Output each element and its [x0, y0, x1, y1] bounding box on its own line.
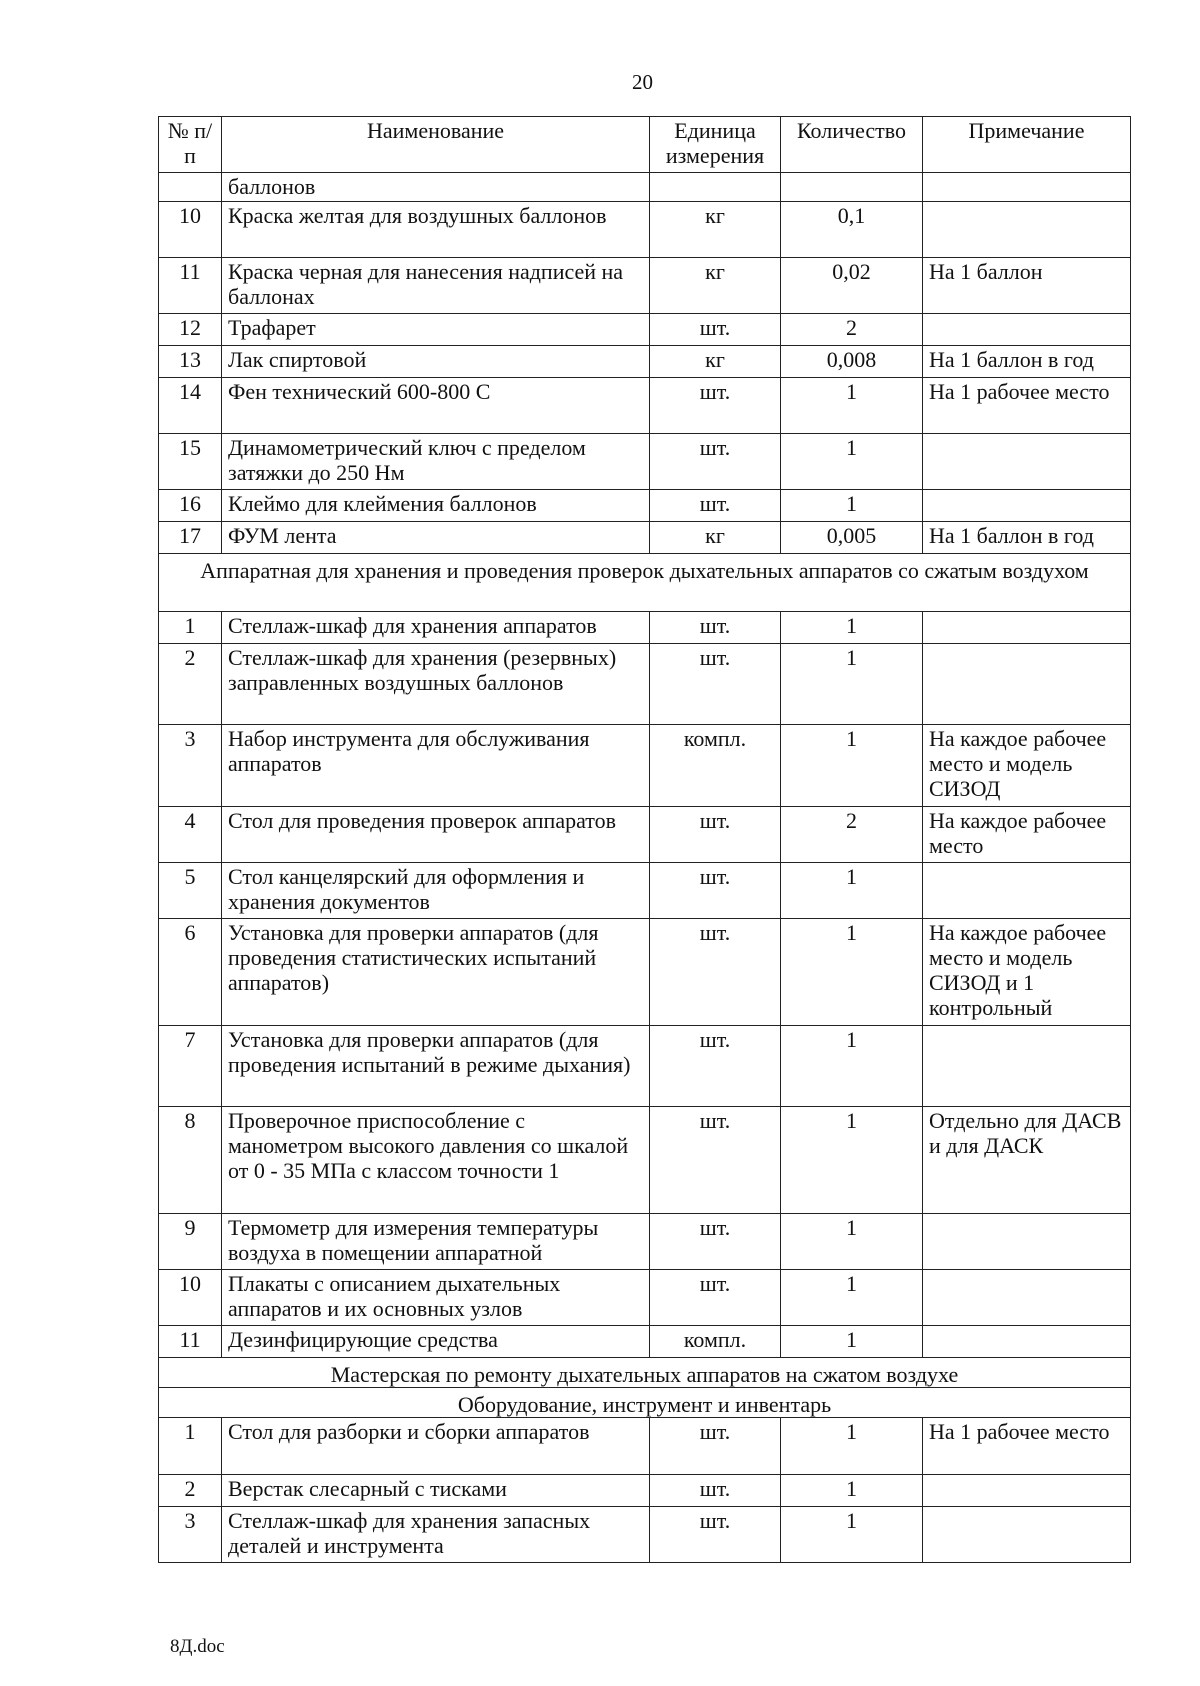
- row-number: 2: [159, 644, 222, 725]
- header-note: Примечание: [923, 117, 1131, 173]
- section-title: Аппаратная для хранения и проведения проверок дыхательных аппаратов со сжатым воздухом: [159, 554, 1131, 612]
- table-row: [159, 346, 1131, 378]
- table-row: [159, 807, 1131, 863]
- row-name: Фен технический 600-800 С: [222, 378, 650, 434]
- table-row: [159, 522, 1131, 554]
- row-number: 14: [159, 378, 222, 434]
- table-row: [159, 1214, 1131, 1270]
- row-quantity: 0,008: [781, 346, 923, 378]
- row-number: 10: [159, 202, 222, 258]
- table-row: [159, 434, 1131, 490]
- row-name: Лак спиртовой: [222, 346, 650, 378]
- row-name: баллонов: [222, 173, 650, 202]
- row-unit: шт.: [650, 1107, 781, 1214]
- row-name: ФУМ лента: [222, 522, 650, 554]
- row-name: Верстак слесарный с тисками: [222, 1475, 650, 1507]
- row-number: 12: [159, 314, 222, 346]
- row-quantity: 1: [781, 1507, 923, 1563]
- header-name: Наименование: [222, 117, 650, 173]
- row-note: [923, 173, 1131, 202]
- row-note: [923, 202, 1131, 258]
- table-row: [159, 1107, 1131, 1214]
- row-name: Краска желтая для воздушных баллонов: [222, 202, 650, 258]
- row-note: На каждое рабочее место и модель СИЗОД: [923, 725, 1131, 807]
- row-quantity: 1: [781, 725, 923, 807]
- section-title: Оборудование, инструмент и инвентарь: [159, 1388, 1131, 1418]
- row-quantity: 1: [781, 1418, 923, 1475]
- row-number: 2: [159, 1475, 222, 1507]
- header-qty: Количество: [781, 117, 923, 173]
- table-row: [159, 173, 1131, 202]
- row-note: [923, 434, 1131, 490]
- row-number: 5: [159, 863, 222, 919]
- row-name: Плакаты с описанием дыхательных аппаратов и их основных узлов: [222, 1270, 650, 1326]
- table-row: [159, 490, 1131, 522]
- table-row: [159, 1026, 1131, 1107]
- row-number: 10: [159, 1270, 222, 1326]
- row-name: Стеллаж-шкаф для хранения аппаратов: [222, 612, 650, 644]
- table-body: [159, 173, 1131, 1563]
- row-number: [159, 173, 222, 202]
- row-quantity: 1: [781, 1270, 923, 1326]
- row-unit: шт.: [650, 863, 781, 919]
- table-row: [159, 725, 1131, 807]
- row-unit: шт.: [650, 314, 781, 346]
- table-row: [159, 1418, 1131, 1475]
- row-name: Установка для проверки аппаратов (для проведения испытаний в режиме дыхания): [222, 1026, 650, 1107]
- row-unit: шт.: [650, 1026, 781, 1107]
- row-number: 11: [159, 258, 222, 314]
- table-row: [159, 612, 1131, 644]
- section-title: Мастерская по ремонту дыхательных аппаратов на сжатом воздухе: [159, 1358, 1131, 1388]
- row-number: 16: [159, 490, 222, 522]
- row-quantity: 1: [781, 612, 923, 644]
- row-unit: шт.: [650, 434, 781, 490]
- row-note: [923, 1507, 1131, 1563]
- row-unit: шт.: [650, 1214, 781, 1270]
- row-note: На 1 баллон в год: [923, 522, 1131, 554]
- section-row: [159, 1358, 1131, 1388]
- table-row: [159, 1475, 1131, 1507]
- row-name: Стеллаж-шкаф для хранения запасных деталей и инструмента: [222, 1507, 650, 1563]
- table-row: [159, 378, 1131, 434]
- row-note: [923, 644, 1131, 725]
- row-note: [923, 612, 1131, 644]
- header-unit: Единица измерения: [650, 117, 781, 173]
- row-quantity: 1: [781, 1214, 923, 1270]
- row-quantity: 1: [781, 1475, 923, 1507]
- row-quantity: 1: [781, 434, 923, 490]
- row-number: 4: [159, 807, 222, 863]
- table-row: [159, 919, 1131, 1026]
- row-unit: кг: [650, 202, 781, 258]
- row-quantity: 1: [781, 378, 923, 434]
- row-number: 6: [159, 919, 222, 1026]
- equipment-table: [158, 116, 1131, 1563]
- row-name: Стол канцелярский для оформления и хранения документов: [222, 863, 650, 919]
- section-row: [159, 1388, 1131, 1418]
- row-number: 8: [159, 1107, 222, 1214]
- row-quantity: 1: [781, 1026, 923, 1107]
- row-number: 11: [159, 1326, 222, 1358]
- table-row: [159, 644, 1131, 725]
- table-row: [159, 863, 1131, 919]
- table-row: [159, 1326, 1131, 1358]
- row-name: Дезинфицирующие средства: [222, 1326, 650, 1358]
- row-number: 1: [159, 1418, 222, 1475]
- row-quantity: 1: [781, 490, 923, 522]
- row-name: Клеймо для клеймения баллонов: [222, 490, 650, 522]
- table-row: [159, 1507, 1131, 1563]
- row-unit: шт.: [650, 612, 781, 644]
- row-unit: шт.: [650, 1475, 781, 1507]
- row-unit: кг: [650, 258, 781, 314]
- row-name: Термометр для измерения температуры воздуха в помещении аппаратной: [222, 1214, 650, 1270]
- row-name: Динамометрический ключ с пределом затяжки до 250 Нм: [222, 434, 650, 490]
- row-number: 7: [159, 1026, 222, 1107]
- row-name: Стол для разборки и сборки аппаратов: [222, 1418, 650, 1475]
- row-note: На 1 баллон в год: [923, 346, 1131, 378]
- row-unit: шт.: [650, 919, 781, 1026]
- row-quantity: 1: [781, 919, 923, 1026]
- row-note: [923, 1270, 1131, 1326]
- row-quantity: 2: [781, 807, 923, 863]
- row-note: На 1 рабочее место: [923, 1418, 1131, 1475]
- row-name: Стол для проведения проверок аппаратов: [222, 807, 650, 863]
- row-name: Стеллаж-шкаф для хранения (резервных) заправленных воздушных баллонов: [222, 644, 650, 725]
- row-name: Установка для проверки аппаратов (для проведения статистических испытаний аппаратов): [222, 919, 650, 1026]
- row-quantity: 1: [781, 1107, 923, 1214]
- row-note: На 1 рабочее место: [923, 378, 1131, 434]
- row-note: [923, 1026, 1131, 1107]
- row-number: 3: [159, 1507, 222, 1563]
- row-unit: шт.: [650, 807, 781, 863]
- row-note: [923, 1326, 1131, 1358]
- row-quantity: 1: [781, 863, 923, 919]
- row-note: На 1 баллон: [923, 258, 1131, 314]
- row-name: Набор инструмента для обслуживания аппаратов: [222, 725, 650, 807]
- row-unit: [650, 173, 781, 202]
- table-row: [159, 1270, 1131, 1326]
- row-unit: шт.: [650, 378, 781, 434]
- row-note: Отдельно для ДАСВ и для ДАСК: [923, 1107, 1131, 1214]
- row-quantity: 2: [781, 314, 923, 346]
- row-quantity: 0,1: [781, 202, 923, 258]
- row-number: 1: [159, 612, 222, 644]
- row-name: Трафарет: [222, 314, 650, 346]
- row-quantity: 0,005: [781, 522, 923, 554]
- row-unit: компл.: [650, 725, 781, 807]
- row-quantity: [781, 173, 923, 202]
- row-unit: шт.: [650, 644, 781, 725]
- row-unit: кг: [650, 522, 781, 554]
- row-note: [923, 863, 1131, 919]
- row-number: 9: [159, 1214, 222, 1270]
- header-num: № п/п: [159, 117, 222, 173]
- table-header-row: [159, 117, 1131, 173]
- row-note: [923, 490, 1131, 522]
- row-note: [923, 314, 1131, 346]
- table-row: [159, 314, 1131, 346]
- row-name: Проверочное приспособление с манометром высокого давления со шкалой от 0 - 35 МПа с классом точности 1: [222, 1107, 650, 1214]
- row-quantity: 0,02: [781, 258, 923, 314]
- row-number: 17: [159, 522, 222, 554]
- row-unit: шт.: [650, 490, 781, 522]
- row-note: На каждое рабочее место: [923, 807, 1131, 863]
- row-note: [923, 1475, 1131, 1507]
- row-note: [923, 1214, 1131, 1270]
- row-unit: кг: [650, 346, 781, 378]
- row-unit: шт.: [650, 1507, 781, 1563]
- section-row: [159, 554, 1131, 612]
- footer-filename: 8Д.doc: [170, 1636, 225, 1657]
- row-number: 15: [159, 434, 222, 490]
- row-quantity: 1: [781, 644, 923, 725]
- row-unit: шт.: [650, 1418, 781, 1475]
- row-name: Краска черная для нанесения надписей на баллонах: [222, 258, 650, 314]
- row-note: На каждое рабочее место и модель СИЗОД и 1 контрольный: [923, 919, 1131, 1026]
- table-row: [159, 258, 1131, 314]
- page-number: 20: [632, 70, 653, 94]
- row-number: 13: [159, 346, 222, 378]
- row-quantity: 1: [781, 1326, 923, 1358]
- table-row: [159, 202, 1131, 258]
- row-unit: компл.: [650, 1326, 781, 1358]
- row-unit: шт.: [650, 1270, 781, 1326]
- row-number: 3: [159, 725, 222, 807]
